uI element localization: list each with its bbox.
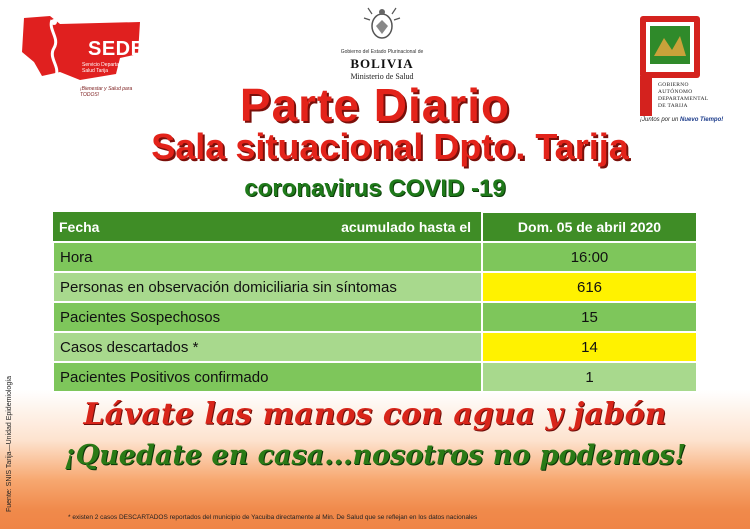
topic-title: coronavirus COVID -19 <box>244 175 506 202</box>
stay-home-slogan: ¡Quedate en casa...nosotros no podemos! <box>63 440 687 471</box>
row-value: 16:00 <box>482 242 697 272</box>
tarija-slogan: ¡Juntos por un Nuevo Tiempo! <box>640 117 724 123</box>
bolivia-name: BOLIVIA <box>350 56 414 71</box>
header-accumulated-label: acumulado hasta el <box>341 218 471 235</box>
row-value: 1 <box>482 362 697 392</box>
bolivia-ministry: Ministerio de Salud <box>350 72 414 81</box>
bolivia-emblem <box>326 6 438 81</box>
row-label: Personas en observación domiciliaria sin síntomas <box>53 272 482 302</box>
footnote: * existen 2 casos DESCARTADOS reportados del municipio de Yacuiba directamente al Min. De Salud que se reflejan en los datos nacionales <box>68 514 478 521</box>
row-label: Pacientes Sospechosos <box>53 302 482 332</box>
tarija-gov-text: GOBIERNO AUTÓNOMO DEPARTAMENTAL DE TARIJA <box>658 82 709 109</box>
handwash-slogan: Lávate las manos con agua y jabón <box>83 397 667 432</box>
page-title: Parte Diario <box>239 79 511 131</box>
sedes-subtitle: Servicio Departamental de Salud Tarija <box>82 62 141 74</box>
sedes-slogan: ¡Bienestar y Salud para TODOS! <box>80 86 133 98</box>
source-note: Fuente: SNIS Tarija—Unidad Epidemiología <box>6 375 13 512</box>
row-label: Pacientes Positivos confirmado <box>53 362 482 392</box>
row-label: Hora <box>53 242 482 272</box>
sedes-logo <box>20 14 159 98</box>
row-label: Casos descartados * <box>53 332 482 362</box>
sedes-name: SEDES <box>88 38 159 60</box>
table-row <box>53 302 697 332</box>
table-row <box>53 242 697 272</box>
header-label-cell <box>53 212 481 241</box>
table-row <box>53 272 697 302</box>
bolivia-coat-of-arms-icon <box>362 6 402 42</box>
header-date-value: Dom. 05 de abril 2020 <box>482 212 697 242</box>
table-row <box>53 332 697 362</box>
row-value: 15 <box>482 302 697 332</box>
bolivia-gov-text: Gobierno del Estado Plurinacional de <box>340 49 424 55</box>
header-date-label: Fecha <box>59 218 100 235</box>
table-row <box>53 362 697 392</box>
page-subtitle: Sala situacional Dpto. Tarija <box>151 126 629 167</box>
daily-report-table <box>52 211 698 393</box>
row-value: 616 <box>482 272 697 302</box>
table-header-row <box>53 212 697 242</box>
row-value: 14 <box>482 332 697 362</box>
